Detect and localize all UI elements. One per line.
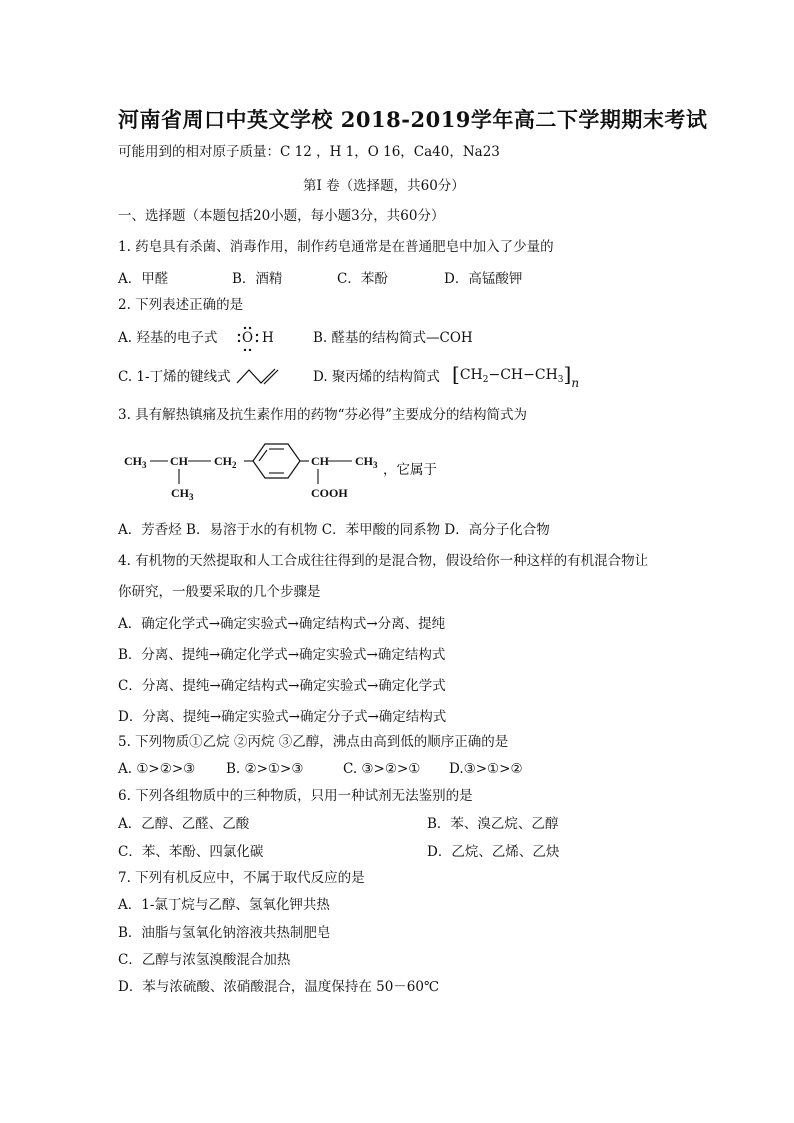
q4-stem-line2: 你研究，一般要采取的几个步骤是 (118, 584, 321, 600)
butene-skeletal-formula (236, 366, 286, 386)
hydrogen-symbol: H (262, 330, 274, 346)
section-heading: 一、选择题（本题包括20小题，每小题3分，共60分） (118, 208, 445, 224)
q7-option-b: B．油脂与氢氧化钠溶液共热制肥皂 (118, 925, 331, 941)
left-bracket-icon: [ (452, 362, 460, 386)
q5-option-d: D.③>①>② (449, 761, 523, 777)
q4-option-a: A．确定化学式→确定实验式→确定结构式→分离、提纯 (118, 616, 446, 632)
q7-option-c: C．乙醇与浓氢溴酸混合加热 (118, 952, 291, 968)
q3-tail: ，它属于 (383, 462, 437, 478)
q3-stem: 3. 具有解热镇痛及抗生素作用的药物“芬必得”主要成分的结构简式为 (118, 407, 527, 423)
q5-option-b: B. ②>①>③ (226, 761, 304, 777)
q2-option-d: D. 聚丙烯的结构简式 (313, 369, 440, 385)
q2-option-c: C. 1-丁烯的键线式 (118, 369, 231, 385)
q2-option-b: B. 醛基的结构简式—COH (313, 330, 473, 346)
q5-option-c: C. ③>②>① (343, 761, 421, 777)
q1-stem: 1. 药皂具有杀菌、消毒作用，制作药皂通常是在普通肥皂中加入了少量的 (118, 239, 554, 255)
q5-option-a: A. ①>②>③ (118, 761, 196, 777)
q4-stem-line1: 4. 有机物的天然提取和人工合成往往得到的是混合物，假设给你一种这样的有机混合物让 (118, 553, 649, 569)
oxygen-symbol: O (242, 330, 254, 346)
q4-option-d: D．分离、提纯→确定实验式→确定分子式→确定结构式 (118, 709, 447, 725)
q6-option-c: C．苯、苯酚、四氯化碳 (118, 844, 264, 860)
q2-stem: 2. 下列表述正确的是 (118, 297, 244, 313)
q6-option-b: B．苯、溴乙烷、乙醇 (427, 816, 559, 832)
polypropylene-formula: $[CH_2-CH-CH_3]n$ (452, 362, 580, 390)
ibuprofen-structure: $CH_3$ CH $CH_2$ $CH_3$ CH $CH_3$ COOH (118, 438, 448, 508)
q7-option-a: A．1-氯丁烷与乙醇、氢氧化钾共热 (118, 897, 330, 913)
q1-option-c: C．苯酚 (337, 271, 388, 287)
q5-stem: 5. 下列物质①乙烷 ②丙烷 ③乙醇，沸点由高到低的顺序正确的是 (118, 734, 509, 750)
q6-option-d: D．乙烷、乙烯、乙炔 (427, 844, 560, 860)
q4-option-c: C．分离、提纯→确定结构式→确定实验式→确定化学式 (118, 678, 446, 694)
q1-option-b: B．酒精 (232, 271, 283, 287)
q7-option-d: D．苯与浓硫酸、浓硝酸混合，温度保持在 50－60℃ (118, 979, 440, 995)
right-bracket-icon: ] (563, 362, 572, 386)
q1-option-a: A．甲醛 (118, 271, 169, 287)
q2-option-a: A. 羟基的电子式 (118, 330, 218, 346)
q3-options: A．芳香烃 B．易溶于水的有机物 C．苯甲酸的同系物 D．高分子化合物 (118, 522, 550, 538)
q7-stem: 7. 下列有机反应中，不属于取代反应的是 (118, 870, 365, 886)
q6-option-a: A．乙醇、乙醛、乙酸 (118, 816, 250, 832)
q1-option-d: D．高锰酸钾 (444, 271, 523, 287)
q4-option-b: B．分离、提纯→确定化学式→确定实验式→确定结构式 (118, 647, 446, 663)
page-title: 河南省周口中英文学校 2018-2019学年高二下学期期末考试 (118, 107, 708, 132)
atomic-masses: 可能用到的相对原子质量：C 12 ，H 1，O 16，Ca40，Na23 (118, 144, 500, 160)
volume-heading: 第Ⅰ 卷（选择题，共60分） (303, 178, 465, 194)
q6-stem: 6. 下列各组物质中的三种物质，只用一种试剂无法鉴别的是 (118, 788, 473, 804)
